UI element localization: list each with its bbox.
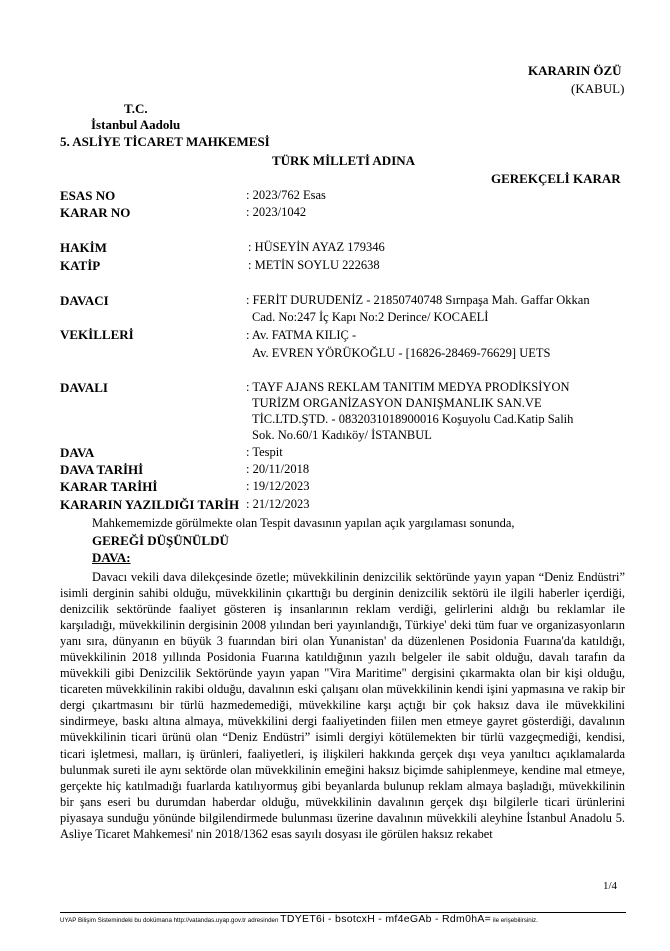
katip-label: KATİP: [60, 258, 101, 273]
dava-tarihi-label: DAVA TARİHİ: [60, 462, 144, 477]
intro-sentence: Mahkememizde görülmekte olan Tespit davasının yapılan açık yargılaması sonunda,: [92, 516, 515, 530]
dava-label: DAVA: [60, 445, 95, 460]
case-summary-paragraph: Davacı vekili dava dilekçesinde özetle; müvekkilinin denizcilik sektöründe yayın yapan “Deniz Endüstri” isimli derginin sahibi olduğu, müvekkilinin çıkarttığı bu derginin denizcilik sektörü ile ilgili haberler içerdiği, denizcilik sektöründe faaliyet gösteren iş insanlarının reklam verdiği, gelirlerini aldığı bu reklamlar ile karşıladığı, müvekkilinin dergisinin 2008 yılından beri yayınlandığı, Türkiye' deki tüm fuar ve organizasyonların yanı sıra, dünyanın en büyük 3 fuarından biri olan Yunanistan' da düzenlenen Posidonia Fuarına'da katıldığı, müvekkilinin 2018 yıllında Posidonia Fuarına katıldığının yazılı belgeler ile sabit olduğu, davalı tarafın da müvekkili gibi Denizcilik Sektöründe yayın yapan "Vira Maritime" dergisini çıkarmakta olan bir kişi olduğu, ticareten müvekkilinin rakibi olduğu, davalının eski çalışanı olan müvekkilinin kendi işini yapmasına ve rakip bir dergi çıkartmasını bir türlü hazmedemediği, müvekkiline karşı açtığı bir çok haksız dava ile müvekkilini sindirmeye, baskı altına almaya, müvekkilini dergi faaliyetinden fiilen men etmeye gayret gösterdiği, davalının müvekkilinin ticari ürünü olan “Deniz Endüstri” isimli dergiyi kötülemekten bir türlü vazgeçmediği, kendisi, ticari işletmesi, malları, iş ürünleri, faaliyetleri, iş ilişkileri hakkında gerçek dışı veya yanıltıcı açıklamalarda bulunmak sureti ile aynı sektörde olan müvekkilinin emeğini haksız biçimde sahiplenmeye, kendine mal etmeye, gerçekte hiç katılmadığı fuarlarda katılıyormuş gibi beyanlarda bulunup reklam almaya başladığı, müvekkilinin bir şans eseri bu durumdan haberdar olduğu, müvekkilinin davalının gerçek dışı bilgilerle ticari ürünlerini piyasaya sunduğu yönünde bilgilendirmede bulunması üzerine davalının müvekkili aleyhine İstanbul Anadolu 5. Asliye Ticaret Mahkemesi' nin 2018/1362 esas sayılı dosyası ile görülen haksız rekabet: [60, 570, 625, 841]
davali-line-3: TİC.LTD.ŞTD. - 0832031018900016 Koşuyolu Cad.Katip Salih: [252, 412, 574, 426]
dava-section-heading: DAVA:: [92, 550, 131, 565]
page-number: 1/4: [603, 880, 618, 892]
dava-tarihi-value: : 20/11/2018: [246, 462, 310, 476]
karar-label: KARAR NO: [60, 205, 131, 220]
davaci-label: DAVACI: [60, 293, 109, 308]
esas-value: : 2023/762 Esas: [246, 188, 326, 202]
yazildigi-tarih-value: : 21/12/2023: [246, 497, 310, 511]
vekilleri-label: VEKİLLERİ: [60, 327, 134, 342]
footer-verification-code: TDYET6i - bsotcxH - mf4eGAb - Rdm0hA=: [280, 913, 492, 925]
footer-prefix: UYAP Bilişim Sistemindeki bu dokümana http://vatandas.uyap.gov.tr adresinden: [60, 917, 279, 924]
dava-value: : Tespit: [246, 445, 283, 459]
court-name: 5. ASLİYE TİCARET MAHKEMESİ: [60, 134, 270, 149]
davali-line-2: TURİZM ORGANİZASYON DANIŞMANLIK SAN.VE: [252, 396, 542, 410]
hakim-value: : HÜSEYİN AYAZ 179346: [248, 240, 385, 254]
decision-summary-title: KARARIN ÖZÜ: [528, 63, 622, 78]
davaci-line-1: : FERİT DURUDENİZ - 21850740748 Sırnpaşa Mah. Gaffar Okkan: [246, 293, 590, 307]
davali-line-1: : TAYF AJANS REKLAM TANITIM MEDYA PRODİKSİYON: [246, 380, 570, 394]
city-label: İstanbul Aadolu: [91, 117, 181, 132]
davali-line-4: Sok. No.60/1 Kadıköy/ İSTANBUL: [252, 428, 432, 442]
davali-label: DAVALI: [60, 380, 108, 395]
katip-value: : METİN SOYLU 222638: [248, 258, 380, 272]
footer-suffix: ile erişebilirsiniz.: [492, 917, 538, 924]
karar-value: : 2023/1042: [246, 205, 307, 219]
tc-label: T.C.: [124, 101, 148, 116]
considered-heading: GEREĞİ DÜŞÜNÜLDÜ: [92, 533, 229, 548]
vekilleri-line-1: : Av. FATMA KILIÇ -: [246, 328, 357, 342]
yazildigi-tarih-label: KARARIN YAZILDIĞI TARİH: [60, 497, 240, 512]
davaci-line-2: Cad. No:247 İç Kapı No:2 Derince/ KOCAELİ: [252, 310, 489, 324]
karar-tarihi-value: : 19/12/2023: [246, 479, 310, 493]
karar-tarihi-label: KARAR TARİHİ: [60, 479, 158, 494]
hakim-label: HAKİM: [60, 240, 107, 255]
esas-label: ESAS NO: [60, 188, 116, 203]
footer: [60, 913, 640, 925]
reasoned-decision-heading: GEREKÇELİ KARAR: [491, 171, 621, 186]
vekilleri-line-2: Av. EVREN YÖRÜKOĞLU - [16826-28469-76629] UETS: [252, 346, 551, 360]
case-summary-body: [60, 569, 625, 842]
nation-heading: TÜRK MİLLETİ ADINA: [272, 153, 416, 168]
decision-summary-value: (KABUL): [571, 81, 625, 96]
